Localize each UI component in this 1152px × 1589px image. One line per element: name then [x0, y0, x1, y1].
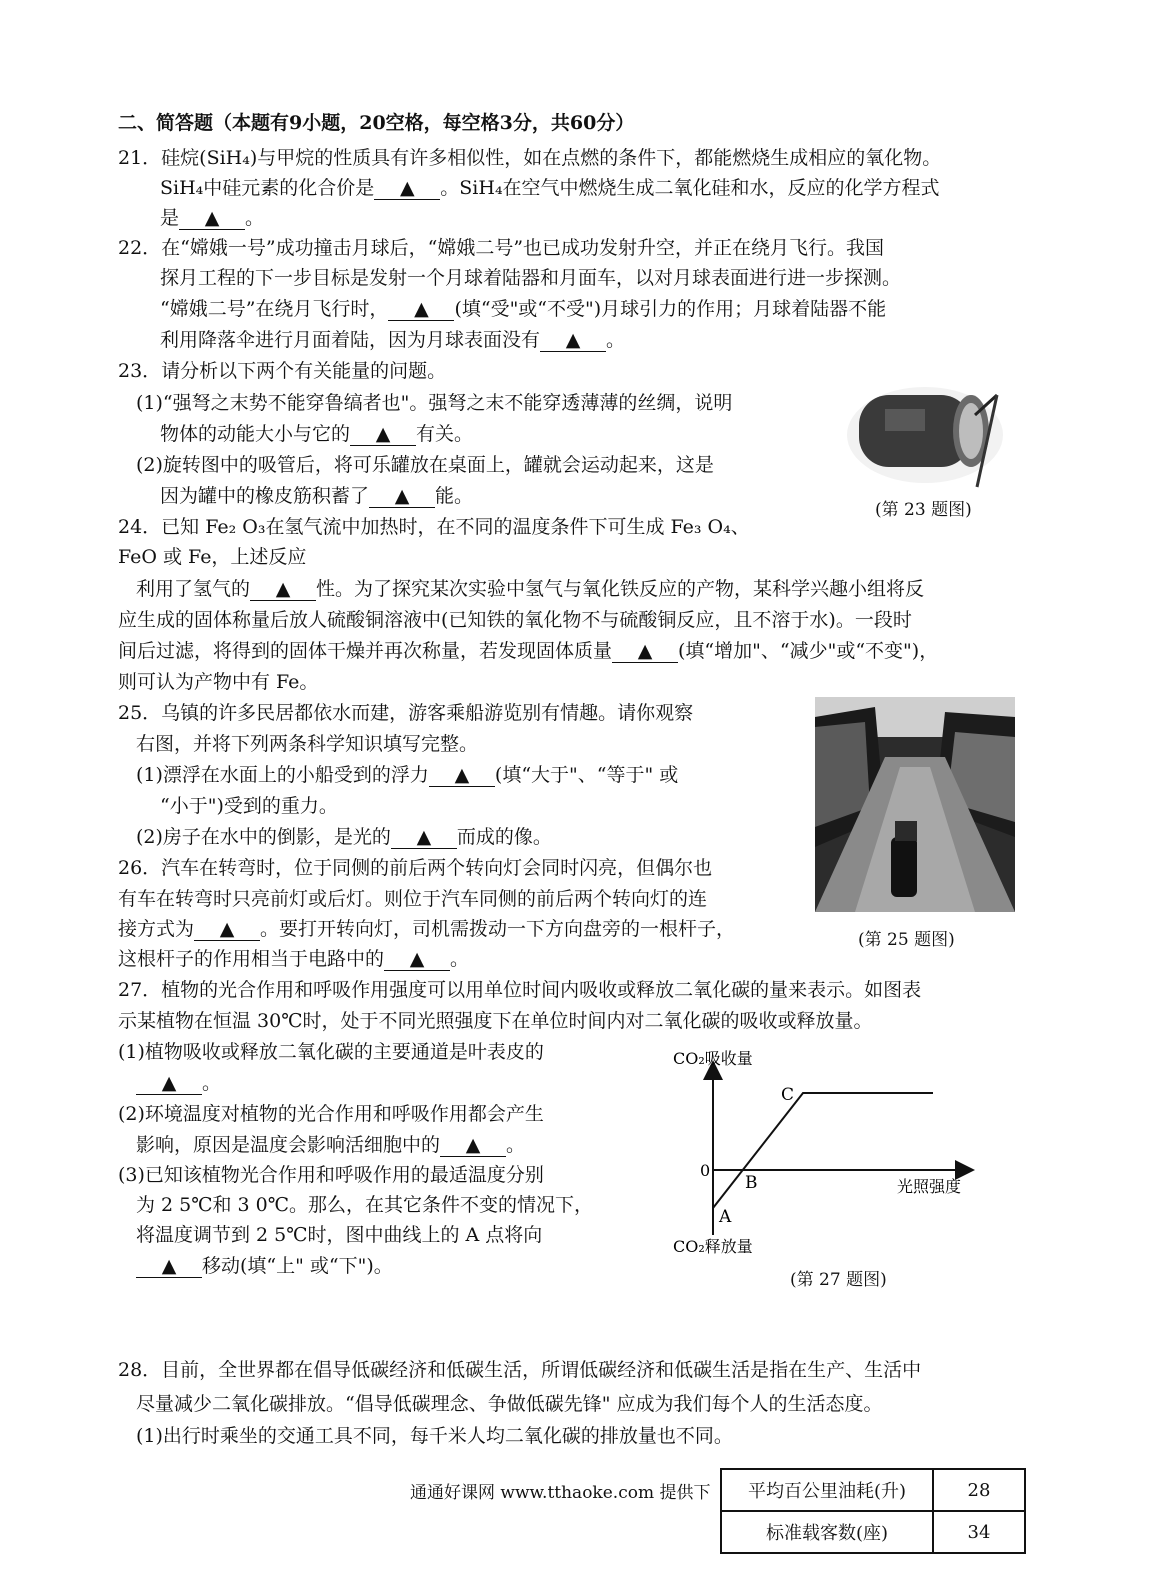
fuel-table — [720, 1468, 1026, 1554]
answer-blank[interactable]: ▲ — [374, 177, 440, 200]
answer-blank[interactable]: ▲ — [250, 578, 316, 601]
q21-line2 — [160, 175, 940, 201]
q21-text-3a: 是 — [160, 207, 180, 229]
q23-line2: (1)“强弩之末势不能穿鲁缟者也"。强弩之末不能穿透薄薄的丝绸，说明 — [136, 392, 733, 414]
q23-line3 — [160, 421, 473, 447]
q24-line4: 应生成的固体称量后放人硫酸铜溶液中(已知铁的氧化物不与硫酸铜反应，且不溶于水)。一段时 — [118, 609, 912, 631]
q21-text-3b: 。 — [245, 207, 265, 229]
q27-line6 — [136, 1132, 525, 1158]
q24-line5 — [118, 638, 938, 664]
q27-caption: (第 27 题图) — [790, 1270, 887, 1290]
section-title: 二、简答题（本题有9小题，20空格，每空格3分，共60分） — [118, 112, 635, 134]
q22-line3 — [160, 296, 886, 322]
q26-line4 — [118, 946, 469, 972]
q25-caption: (第 25 题图) — [858, 930, 955, 950]
q22-text-3a: “嫦娥二号”在绕月飞行时， — [160, 298, 389, 320]
answer-blank[interactable]: ▲ — [194, 918, 260, 941]
q24-text-5b: (填“增加"、“减少"或“不变")， — [678, 640, 939, 662]
table-cell-value: 28 — [933, 1469, 1025, 1511]
answer-blank[interactable]: ▲ — [369, 485, 435, 508]
table-row — [721, 1511, 1025, 1553]
answer-blank[interactable]: ▲ — [429, 764, 495, 787]
q23-line5 — [160, 483, 473, 509]
q22-text-3b: (填“受"或“不受")月球引力的作用；月球着陆器不能 — [454, 298, 887, 320]
q25-canal-photo — [815, 697, 1015, 912]
q27-text-4b: 。 — [202, 1072, 222, 1094]
answer-blank[interactable]: ▲ — [136, 1255, 202, 1278]
answer-blank[interactable]: ▲ — [384, 948, 450, 971]
q25-line2: 右图，并将下列两条科学知识填写完整。 — [136, 733, 479, 755]
q21-line3 — [160, 205, 264, 231]
q25-text-5b: 而成的像。 — [456, 826, 552, 848]
footer-source: 通通好课网 www.tthaoke.com 提供下 — [410, 1483, 711, 1503]
q21-line1: 21．硅烷(SiH₄)与甲烷的性质具有许多相似性，如在点燃的条件下，都能燃烧生成相应的氧化物。 — [118, 147, 942, 169]
q28-line2: 尽量减少二氧化碳排放。“倡导低碳理念、争做低碳先锋" 应成为我们每个人的生活态度。 — [136, 1393, 883, 1415]
q22-line4 — [160, 327, 625, 353]
q23-text-3b: 有关。 — [416, 423, 474, 445]
y-axis-label-top: CO₂吸收量 — [673, 1049, 753, 1068]
q26-text-3b: 。要打开转向灯，司机需拨动一下方向盘旁的一根杆子， — [260, 918, 736, 940]
q25-text-3a: (1)漂浮在水面上的小船受到的浮力 — [136, 764, 429, 786]
q26-text-4a: 这根杆子的作用相当于电路中的 — [118, 948, 385, 970]
q24-line3 — [136, 576, 924, 602]
q27-text-6b: 。 — [506, 1134, 526, 1156]
q24-line1: 24．已知 Fe₂ O₃在氢气流中加热时，在不同的温度条件下可生成 Fe₃ O₄、 — [118, 516, 750, 538]
answer-blank[interactable]: ▲ — [612, 640, 678, 663]
table-cell-value: 34 — [933, 1511, 1025, 1553]
q23-text-3a: 物体的动能大小与它的 — [160, 423, 351, 445]
q25-line4: “小于")受到的重力。 — [160, 795, 338, 817]
q24-line2: FeO 或 Fe，上述反应 — [118, 546, 307, 568]
q23-text-5a: 因为罐中的橡皮筋积蓄了 — [160, 485, 370, 507]
q27-text-10b: 移动(填“上" 或“下")。 — [202, 1255, 393, 1277]
q22-text-4a: 利用降落伞进行月面着陆，因为月球表面没有 — [160, 329, 541, 351]
q22-line1: 22．在“嫦娥一号”成功撞击月球后，“嫦娥二号”也已成功发射升空，并正在绕月飞行。我国 — [118, 237, 885, 259]
q28-line1: 28．目前，全世界都在倡导低碳经济和低碳生活，所谓低碳经济和低碳生活是指在生产、生活中 — [118, 1359, 922, 1381]
q26-line2: 有车在转弯时只亮前灯或后灯。则位于汽车同侧的前后两个转向灯的连 — [118, 888, 708, 910]
answer-blank[interactable]: ▲ — [350, 423, 416, 446]
answer-blank[interactable]: ▲ — [391, 826, 457, 849]
q23-line4: (2)旋转图中的吸管后，将可乐罐放在桌面上，罐就会运动起来，这是 — [136, 454, 714, 476]
q27-line2: 示某植物在恒温 30℃时，处于不同光照强度下在单位时间内对二氧化碳的吸收或释放量。 — [118, 1010, 873, 1032]
q25-text-3b: (填“大于"、“等于" 或 — [494, 764, 679, 786]
q23-caption: (第 23 题图) — [875, 500, 972, 520]
origin-label: 0 — [700, 1161, 711, 1180]
table-cell-label: 平均百公里油耗(升) — [721, 1469, 933, 1511]
answer-blank[interactable]: ▲ — [136, 1072, 202, 1095]
q24-text-3a: 利用了氢气的 — [136, 578, 251, 600]
answer-blank[interactable]: ▲ — [388, 298, 454, 321]
q25-line5 — [136, 824, 552, 850]
table-cell-label: 标准载客数(座) — [721, 1511, 933, 1553]
point-label-b: B — [745, 1173, 758, 1193]
answer-blank[interactable]: ▲ — [179, 207, 245, 230]
q24-line6: 则可认为产物中有 Fe。 — [118, 671, 319, 693]
q22-line2: 探月工程的下一步目标是发射一个月球着陆器和月面车，以对月球表面进行进一步探测。 — [160, 267, 902, 289]
q26-line1: 26．汽车在转弯时，位于同侧的前后两个转向灯会同时闪亮，但偶尔也 — [118, 857, 713, 879]
q27-line4 — [136, 1070, 221, 1096]
q27-line9: 将温度调节到 2 5℃时，图中曲线上的 A 点将向 — [136, 1224, 543, 1246]
answer-blank[interactable]: ▲ — [540, 329, 606, 352]
q26-text-4b: 。 — [450, 948, 470, 970]
q28-line3: (1)出行时乘坐的交通工具不同，每千米人均二氧化碳的排放量也不同。 — [136, 1425, 733, 1447]
q26-text-3a: 接方式为 — [118, 918, 195, 940]
q27-line1: 27．植物的光合作用和呼吸作用强度可以用单位时间内吸收或释放二氧化碳的量来表示。如图表 — [118, 979, 922, 1001]
point-label-c: C — [781, 1085, 795, 1105]
q27-line8: 为 2 5℃和 3 0℃。那么，在其它条件不变的情况下， — [136, 1194, 594, 1216]
q26-line3 — [118, 916, 735, 942]
q23-text-5b: 能。 — [435, 485, 474, 507]
q27-line5: (2)环境温度对植物的光合作用和呼吸作用都会产生 — [118, 1103, 544, 1125]
point-label-a: A — [719, 1207, 732, 1227]
q25-line3 — [136, 762, 678, 788]
q27-graph — [665, 1040, 985, 1265]
q27-text-6a: 影响，原因是温度会影响活细胞中的 — [136, 1134, 441, 1156]
q24-text-5a: 间后过滤，将得到的固体干燥并再次称量，若发现固体质量 — [118, 640, 613, 662]
table-row — [721, 1469, 1025, 1511]
q27-line10 — [136, 1253, 393, 1279]
q21-text-2a: SiH₄中硅元素的化合价是 — [160, 177, 375, 199]
q27-line7: (3)已知该植物光合作用和呼吸作用的最适温度分别 — [118, 1164, 544, 1186]
y-axis-label-bottom: CO₂释放量 — [673, 1237, 753, 1256]
q21-text-2b: 。SiH₄在空气中燃烧生成二氧化硅和水，反应的化学方程式 — [440, 177, 940, 199]
x-axis-label: 光照强度 — [897, 1177, 962, 1196]
answer-blank[interactable]: ▲ — [440, 1134, 506, 1157]
q24-text-3b: 性。为了探究某次实验中氢气与氧化铁反应的产物，某科学兴趣小组将反 — [316, 578, 925, 600]
q25-text-5a: (2)房子在水中的倒影，是光的 — [136, 826, 391, 848]
q27-line3: (1)植物吸收或释放二氧化碳的主要通道是叶表皮的 — [118, 1041, 544, 1063]
q25-line1: 25．乌镇的许多民居都依水而建，游客乘船游览别有情趣。请你观察 — [118, 702, 694, 724]
q23-can-image — [845, 375, 1005, 490]
q22-text-4b: 。 — [606, 329, 626, 351]
q23-line1: 23．请分析以下两个有关能量的问题。 — [118, 360, 447, 382]
